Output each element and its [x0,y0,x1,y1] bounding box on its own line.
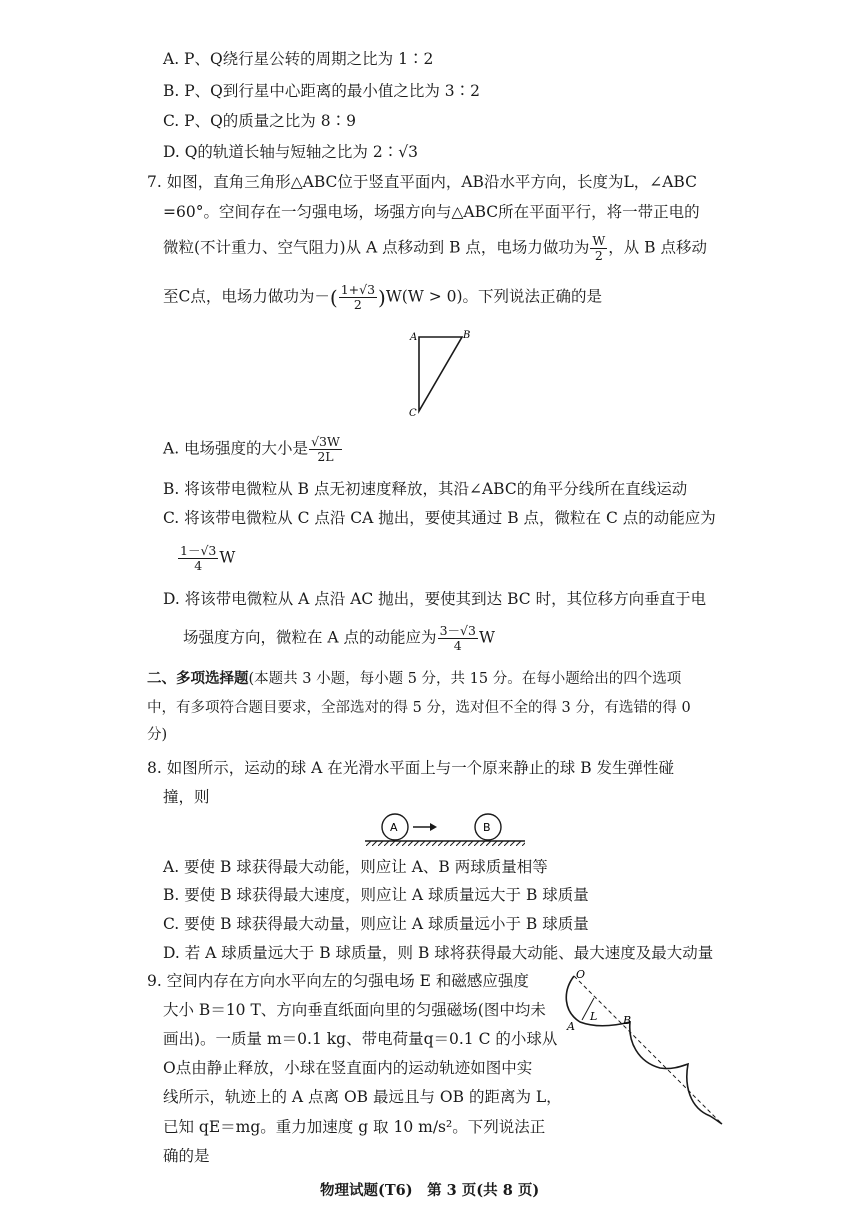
q7-line-3-text: 微粒(不计重力、空气阻力)从 A 点移动到 B 点，电场力做功为 [163,238,590,257]
q6-option-d [163,141,418,163]
q7-option-d-unit: W [478,628,495,647]
label-a: A [567,1020,575,1033]
q7-option-a-text: A. 电场强度的大小是 [163,439,309,458]
ball-a-label: A [390,821,398,834]
trajectory-curve [566,976,722,1124]
q7-line-2: =60°。空间存在一匀强电场，场强方向与△ABC所在平面平行，将一带正电的 [163,203,700,221]
q8-line-2: 撞，则 [163,788,210,806]
fraction-denominator: 2L [317,449,334,464]
q9-line-4: O点由静止释放，小球在竖直面内的运动轨迹如图中实 [163,1059,533,1077]
q9-line-6: 已知 qE＝mg。重力加速度 g 取 10 m/s²。下列说法正 [163,1118,546,1136]
label-o: O [576,968,586,981]
q9-trajectory-figure [560,968,730,1138]
section-2-desc-2: 中，有多项符合题目要求，全部选对的得 5 分，选对但不全的得 3 分，有选错的得 0 [147,700,691,716]
q9-line-3: 画出)。一质量 m＝0.1 kg、带电荷量q＝0.1 C 的小球从 [163,1030,558,1048]
section-2-title: 二、多项选择题 [147,670,249,687]
q7-option-d: D. 将该带电微粒从 A 点沿 AC 抛出，要使其到达 BC 时，其位移方向垂直于电 [163,590,707,608]
q7-line-3-tail: ，从 B 点移动 [608,238,707,257]
q6-option-b: B. P、Q到行星中心距离的最小值之比为 3∶2 [163,82,481,100]
q8-option-c: C. 要使 B 球获得最大动量，则应让 A 球质量远小于 B 球质量 [163,915,589,933]
fraction-numerator: 1－√3 [180,543,217,558]
q7-line-4: 至C点，电场力做功为－( $\frac{1+√3}{2}$ )W(W > 0)。下列说法正确的是 [163,282,603,312]
line-ob [574,976,722,1124]
q9-line-7: 确的是 [163,1147,210,1165]
q7-triangle-figure [400,325,490,425]
fraction-numerator: 3－√3 [439,623,476,638]
fraction-numerator: W [592,233,606,248]
q7-option-c-value [177,544,235,573]
q8-option-b: B. 要使 B 球获得最大速度，则应让 A 球质量远大于 B 球质量 [163,886,589,904]
q7-line-4-text: 至C点，电场力做功为－ [163,287,330,306]
section-2-desc-1: (本题共 3 小题，每小题 5 分，共 15 分。在每小题给出的四个选项 [248,671,682,687]
triangle-abc [419,337,462,411]
section-2-desc-3: 分) [147,727,168,743]
label-c: C [409,408,417,419]
fraction-numerator: 1+√3 [340,282,376,297]
ground-hatch [365,841,525,846]
q7-line-1: 7. 如图，直角三角形△ABC位于竖直平面内，AB沿水平方向，长度为L，∠ABC [147,173,697,191]
q7-option-c-fraction [178,544,218,573]
arrow-head-icon [430,823,437,831]
q7-option-d-fraction [438,624,478,653]
q7-line-3 [163,234,707,263]
q7-line-4-tail: W(W > 0)。下列说法正确的是 [385,287,603,306]
fraction-denominator: 4 [453,638,462,653]
q7-option-c: C. 将该带电微粒从 C 点沿 CA 抛出，要使其通过 B 点，微粒在 C 点的动能应为 [163,509,716,527]
label-a: A [410,332,418,343]
q7-option-c-unit: W [219,548,236,567]
fraction-denominator: 2 [353,297,362,312]
label-l: L [590,1010,598,1023]
q6-option-c: C. P、Q的质量之比为 8∶9 [163,112,356,130]
q6-option-d-text: D. Q的轨道长轴与短轴之比为 2∶ [163,143,399,161]
label-b: B [623,1014,632,1027]
q6-option-d-sqrt: √3 [398,143,418,161]
q9-line-1: 9. 空间内存在方向水平向左的匀强电场 E 和磁感应强度 [147,972,529,990]
section-2-heading [147,668,681,690]
q7-work-fraction [590,234,607,263]
q7-option-b: B. 将该带电微粒从 B 点无初速度释放，其沿∠ABC的角平分线所在直线运动 [163,480,688,498]
q8-line-1: 8. 如图所示，运动的球 A 在光滑水平面上与一个原来静止的球 B 发生弹性碰 [147,759,675,777]
q8-option-d: D. 若 A 球质量远大于 B 球质量，则 B 球将获得最大动能、最大速度及最大动量 [163,944,714,962]
q9-line-5: 线所示，轨迹上的 A 点离 OB 最远且与 OB 的距离为 L， [163,1088,562,1106]
q6-option-a: A. P、Q绕行星公转的周期之比为 1∶2 [163,50,434,68]
fraction-numerator: √3W [311,434,340,449]
page-footer: 物理试题(T6) 第 3 页(共 8 页) [320,1182,540,1199]
q8-option-a: A. 要使 B 球获得最大动能，则应让 A、B 两球质量相等 [163,858,548,876]
ball-b-label: B [483,821,491,834]
label-b: B [463,330,471,341]
fraction-denominator: 2 [594,248,603,263]
q7-work-bc-fraction [339,283,377,312]
q7-option-d-text: 场强度方向，微粒在 A 点的动能应为 [183,628,437,647]
q9-line-2: 大小 B＝10 T、方向垂直纸面向里的匀强磁场(图中均未 [163,1001,546,1019]
q7-option-a [163,435,343,464]
q7-option-d-line-2 [183,624,495,653]
q8-collision-figure [360,810,530,850]
fraction-denominator: 4 [194,558,203,573]
q7-option-a-fraction [309,435,342,464]
